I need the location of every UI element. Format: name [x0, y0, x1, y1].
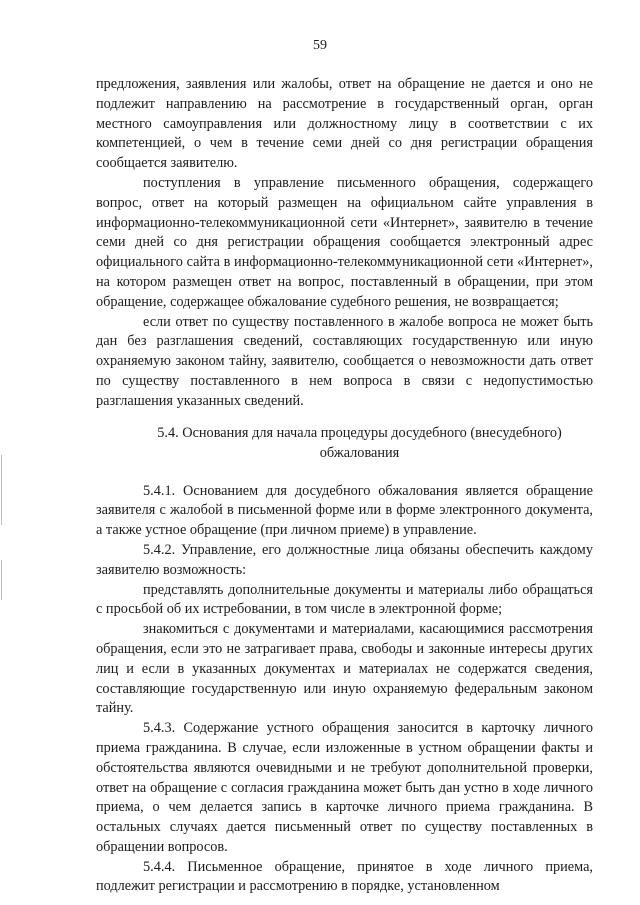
paragraph-5-4-2: 5.4.2. Управление, его должностные лица обязаны обеспечить каждому заявителю возможность: [96, 541, 593, 578]
paragraph-internet-answer: поступления в управление письменного обращения, содержащего вопрос, ответ на который размещен на официальном сайте управления в информационно-телекоммуникационной сети «Интернет», заявителю в течение семи дней со дня регистрации обращения сообщается электронный адрес официального сайта в информационно-телекоммуникационной сети «Интернет», на котором размещен ответ на вопрос, поставленный в обращении, при этом обращение, содержащее обжалование судебного решения, не возвращается; [96, 174, 593, 310]
paragraph-secret-info: если ответ по существу поставленного в жалобе вопроса не может быть дан без разглашения сведений, составляющих государственную или иную охраняемую законом тайну, заявителю, сообщается о невозможности дать ответ по существу поставленного в нем вопроса в связи с недопустимостью разглашения указанных сведений. [96, 313, 593, 409]
paragraph-review-materials: знакомиться с документами и материалами, касающимися рассмотрения обращения, если это не затрагивает права, свободы и законные интересы других лиц и если в указанных документах и материалах не содержатся сведения, составляющие государственную или иную охраняемую федеральным законом тайну. [96, 621, 593, 717]
section-heading [96, 423, 593, 463]
document-body [96, 75, 593, 897]
paragraph-continuation: предложения, заявления или жалобы, ответ на обращение не дается и оно не подлежит направлению на рассмотрение в государственный орган, орган местного самоуправления или должностному лицу в соответствии с их компетенцией, о чем в течение семи дней со дня регистрации обращения сообщается заявителю. [96, 76, 593, 172]
section-heading-line-2: обжалования [319, 444, 400, 461]
paragraph-5-4-1: 5.4.1. Основанием для досудебного обжалования является обращение заявителя с жалобой в письменной форме или в форме электронного документа, а также устное обращение (при личном приеме) в управление. [96, 482, 593, 539]
paragraph-submit-documents: представлять дополнительные документы и материалы либо обращаться с просьбой об их истребовании, в том числе в электронной форме; [96, 581, 593, 618]
paragraph-5-4-3: 5.4.3. Содержание устного обращения заносится в карточку личного приема гражданина. В случае, если изложенные в устном обращении факты и обстоятельства являются очевидными и не требуют дополнительной проверки, ответ на обращение с согласия гражданина может быть дан устно в ходе личного приема, о чем делается запись в карточке личного приема гражданина. В остальных случаях дается письменный ответ по существу поставленных в обращении вопросов. [96, 720, 593, 855]
page-number: 59 [313, 38, 327, 53]
section-heading-line-1: 5.4. Основания для начала процедуры досудебного (внесудебного) [157, 424, 562, 441]
spacer [96, 463, 593, 482]
spacer [96, 412, 593, 423]
scan-edge-mark [1, 455, 2, 525]
paragraph-5-4-4: 5.4.4. Письменное обращение, принятое в ходе личного приема, подлежит регистрации и рассмотрению в порядке, установленном [96, 858, 593, 895]
scan-edge-mark [1, 560, 2, 600]
